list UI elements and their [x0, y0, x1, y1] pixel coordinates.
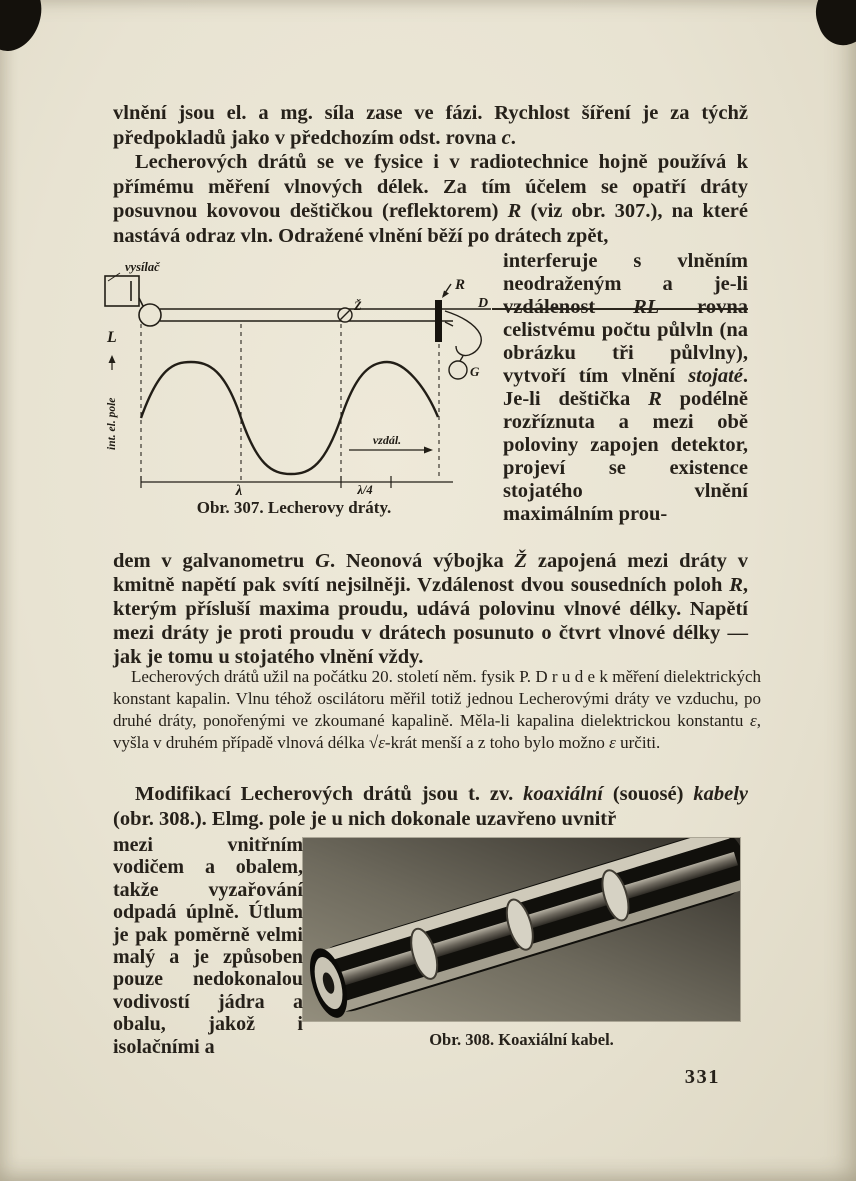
standing-wave-curve [141, 362, 438, 474]
scan-artifact-top-right [807, 0, 856, 52]
figure-307-caption: Obr. 307. Lecherovy dráty. [196, 498, 392, 517]
page-number: 331 [684, 1066, 720, 1088]
coax-photo [303, 838, 740, 1021]
scan-artifact-top-left [0, 0, 53, 60]
text-column-beside-figure: interferuje s vlněním neodraženým a je-li vzdálenost RL rovna celistvému počtu půlvln (na obrázku tři půlvlny), vytvoří tím vlnění stojaté. Je-li deštička R podélně rozříznuta a mezi obě poloviny zapojen detektor, projeví se existence stojatého vlnění maximálním prou- [503, 250, 748, 525]
figure-lecher-wires [93, 258, 495, 518]
detector-label: D [478, 296, 489, 311]
diagram-details [109, 284, 482, 488]
y-axis-label: int. el. pole [106, 397, 118, 450]
galvanometer-label: G [470, 364, 480, 379]
coupling-loop [139, 304, 161, 326]
galvanometer-symbol [449, 361, 467, 379]
paragraph-coaxial: Modifikací Lecherových drátů jsou t. zv. koaxiální (souosé) kabely (obr. 308.). Elmg. pole je u nich dokonale uzavřeno uvnitř [113, 783, 748, 830]
text-column-beside-photo: mezi vnitřním vodičem a obalem, takže vyzařování odpadá úplně. Útlum je pak poměrně velmi malý a je způsoben pouze nedokonalou vodivostí jádra a obalu, jakož i isolačními a [113, 834, 303, 1058]
lecher-diagram [93, 258, 495, 496]
reflector-label: R [455, 277, 466, 293]
petit-paragraph-drude: Lecherových drátů užil na počátku 20. století něm. fysik P. D r u d e k měření dielektrických konstant kapalin. Vlnu téhož oscilátoru měřil totiž jednou Lecherovými dráty ve vzduchu, po druhé dráty, ponořenými ve zkoumané kapalině. Měla-li kapalina dielektrickou konstantu ε, vyšla v druhém případě vlnová délka √ε-krát menší a z toho bylo možno ε určiti. [113, 667, 761, 752]
paragraph-continuation: dem v galvanometru G. Neonová výbojka Ž zapojená mezi dráty v kmitně napětí pak svítí nejsilněji. Vzdálenost dvou sousedních poloh R, kterým přísluší maxima proudu, udává polovinu vlnové délky. Napětí mezi dráty je proti proudu v drátech posunuto o čtvrt vlnové délky — jak je tomu u stojatého vlnění vždy. [113, 550, 748, 668]
x-axis-arrowhead [424, 447, 433, 454]
x-axis-label: vzdál. [372, 433, 402, 447]
lecher-line-circuit [105, 273, 491, 326]
paragraph-lecher-wires: Lecherových drátů se ve fysice i v radiotechnice hojně používá k přímému měření vlnových délek. Za tím účelem se opatří dráty posuvnou kovovou deštičkou (reflektorem) R (viz obr. 307.), na které nastává odraz vln. Odražené vlnění běží po drátech zpět, [113, 151, 748, 247]
line-start-label: L [107, 329, 117, 346]
neon-label: Ž [354, 299, 362, 313]
figure-coaxial-cable-photo [303, 838, 740, 1050]
reflector-bar [435, 300, 442, 342]
intro-paragraphs [113, 101, 748, 248]
node-dashed-lines [141, 324, 439, 480]
transmitter-box [105, 276, 139, 306]
figure-308-caption: Obr. 308. Koaxiální kabel. [429, 1030, 614, 1049]
lambda-quarter-label: λ/4 [357, 483, 373, 496]
paragraph-wave-speed: vlnění jsou el. a mg. síla zase ve fázi. Rychlost šíření je za týchž předpokladů jako v předchozím odst. rovna c. [113, 102, 748, 149]
lambda-label: λ [235, 483, 243, 496]
diagram-labels [106, 260, 488, 496]
reflector-arrowhead [442, 291, 449, 299]
detector-loop [445, 311, 481, 356]
transmitter-label: vysílač [125, 260, 160, 274]
y-axis-arrowhead [109, 355, 116, 363]
